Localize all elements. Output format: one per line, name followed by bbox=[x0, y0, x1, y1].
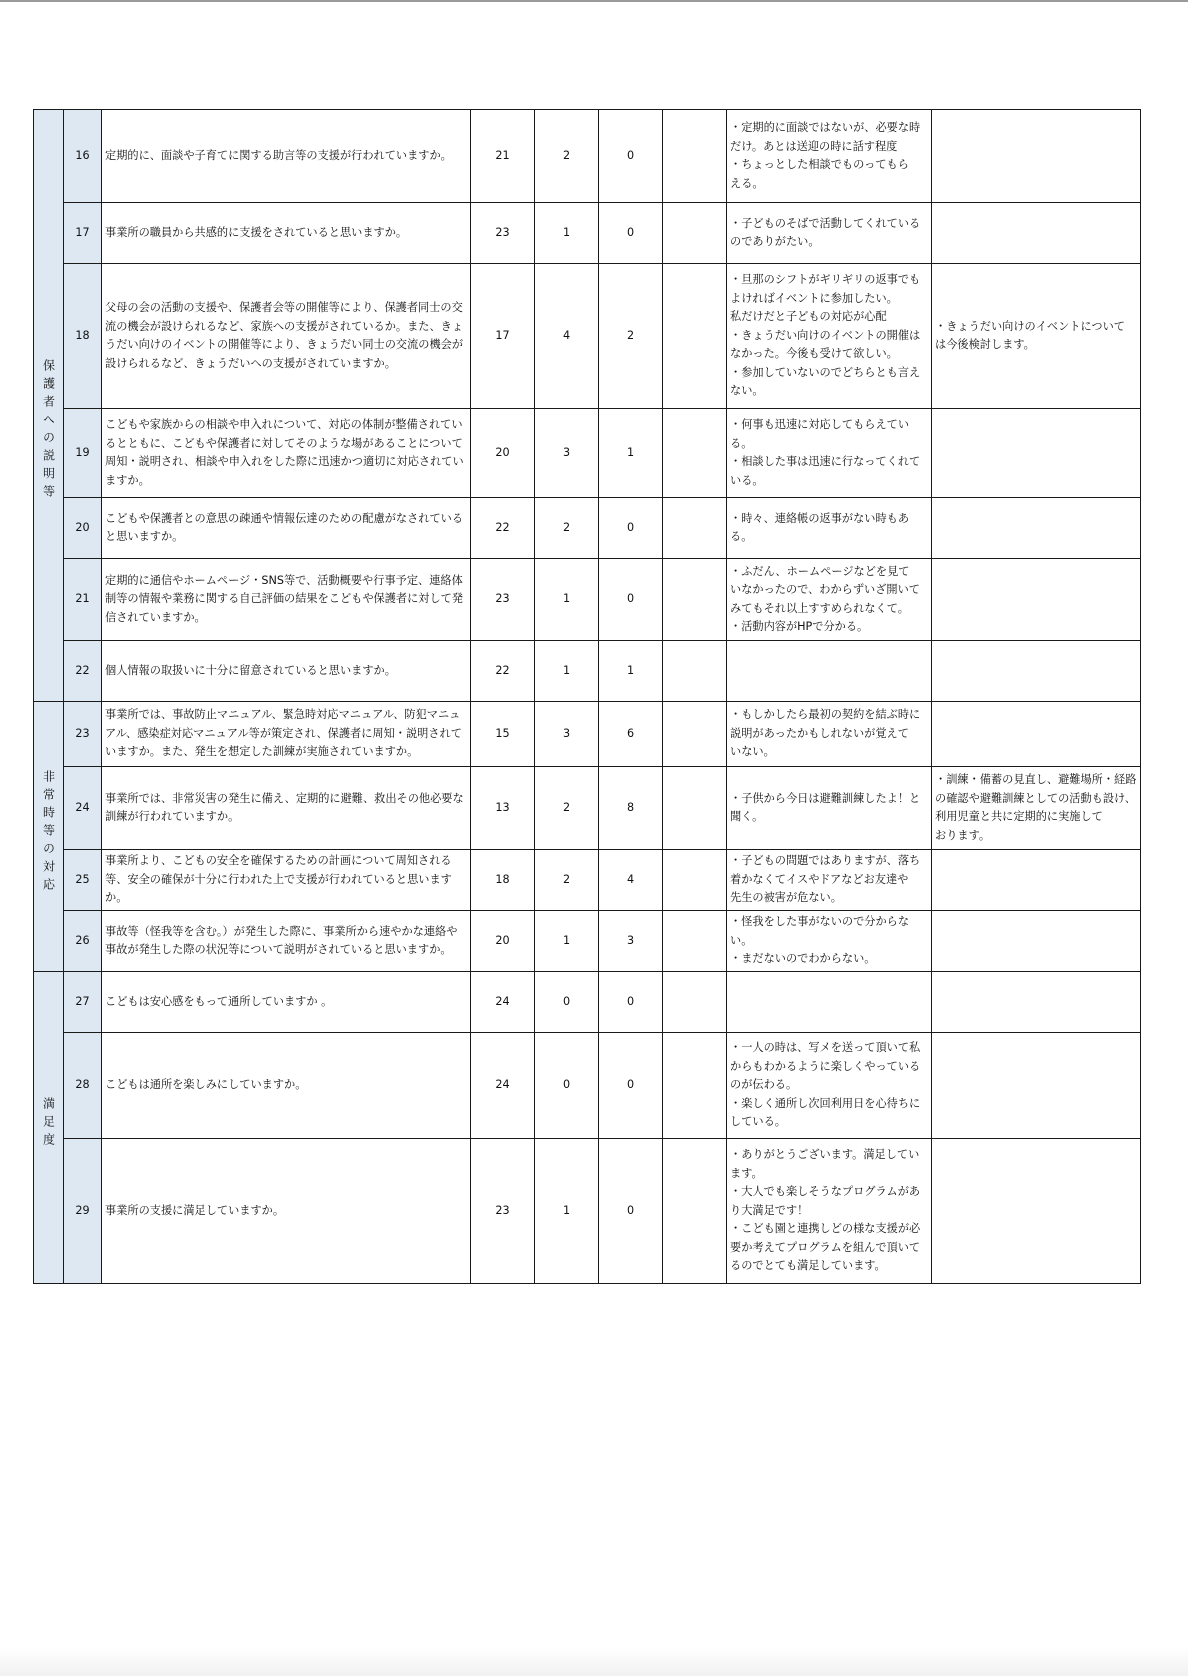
count-no: 0 bbox=[599, 559, 663, 641]
comment-line: ・旦那のシフトがギリギリの返事でも bbox=[730, 273, 921, 287]
comment-line: ない。 bbox=[730, 384, 764, 398]
comment-line: だけ。あとは送迎の時に話す程度 bbox=[730, 139, 898, 153]
count-unknown: 1 bbox=[535, 203, 599, 264]
category-satisfaction bbox=[34, 972, 64, 1284]
comment-line: ・活動内容がHPで分かる。 bbox=[730, 620, 869, 633]
comment-line: ・まだないのでわからない。 bbox=[730, 952, 876, 966]
count-no: 0 bbox=[599, 972, 663, 1033]
table-row bbox=[34, 409, 1141, 498]
comment-line: ・もしかしたら最初の契約を結ぶ時に bbox=[730, 708, 921, 722]
count-no: 3 bbox=[599, 911, 663, 972]
comment-line: える。 bbox=[730, 176, 764, 190]
facility-response bbox=[932, 850, 1141, 911]
comment-line: ・一人の時は、写メを送って頂いて私 bbox=[730, 1041, 921, 1055]
count-yes: 24 bbox=[471, 1033, 535, 1139]
response-line: 利用児童と共に定期的に実施して bbox=[935, 810, 1103, 823]
empty-cell bbox=[663, 850, 727, 911]
parent-comments bbox=[727, 1033, 932, 1139]
count-unknown: 4 bbox=[535, 264, 599, 409]
count-unknown: 3 bbox=[535, 702, 599, 767]
count-unknown: 1 bbox=[535, 641, 599, 702]
facility-response bbox=[932, 1139, 1141, 1284]
count-unknown: 0 bbox=[535, 1033, 599, 1139]
count-no: 4 bbox=[599, 850, 663, 911]
question-number: 22 bbox=[64, 641, 102, 702]
comment-line: なかった。今後も受けて欲しい。 bbox=[730, 347, 898, 361]
facility-response bbox=[932, 498, 1141, 559]
question-text: こどもは安心感をもって通所していますか 。 bbox=[102, 972, 471, 1033]
count-yes: 23 bbox=[471, 559, 535, 641]
count-yes: 22 bbox=[471, 498, 535, 559]
count-no: 8 bbox=[599, 767, 663, 850]
count-unknown: 2 bbox=[535, 110, 599, 203]
facility-response bbox=[932, 1033, 1141, 1139]
comment-line: ・定期的に面談ではないが、必要な時 bbox=[730, 121, 921, 134]
count-unknown: 1 bbox=[535, 1139, 599, 1284]
comment-line: ・子供から今日は避難訓練したよ！と bbox=[730, 791, 921, 805]
table-row bbox=[34, 203, 1141, 264]
count-no: 0 bbox=[599, 498, 663, 559]
count-no: 0 bbox=[599, 1033, 663, 1139]
response-line: の確認や避難訓練としての活動も設け、 bbox=[935, 791, 1136, 805]
question-text: 事業所の支援に満足していますか。 bbox=[102, 1139, 471, 1284]
parent-comments bbox=[727, 972, 932, 1033]
comment-line: ・時々、連絡帳の返事がない時もある。 bbox=[730, 511, 910, 543]
empty-cell bbox=[663, 203, 727, 264]
count-yes: 24 bbox=[471, 972, 535, 1033]
empty-cell bbox=[663, 641, 727, 702]
question-number: 17 bbox=[64, 203, 102, 264]
facility-response bbox=[932, 641, 1141, 702]
comment-line: 私だけだと子どもの対応が心配 bbox=[730, 310, 887, 324]
comment-line: るのでとても満足しています。 bbox=[730, 1259, 886, 1273]
empty-cell bbox=[663, 1139, 727, 1284]
comment-line: ・何事も迅速に対応してもらえてい bbox=[730, 418, 910, 431]
comment-line: い。 bbox=[730, 933, 753, 947]
comment-line: 先生の被害が危ない。 bbox=[730, 891, 842, 905]
facility-response bbox=[932, 203, 1141, 264]
count-no: 0 bbox=[599, 203, 663, 264]
question-number: 19 bbox=[64, 409, 102, 498]
parent-comments bbox=[727, 702, 932, 767]
parent-comments bbox=[727, 203, 932, 264]
comment-line: 聞く。 bbox=[730, 810, 764, 823]
comment-line: 要か考えてプログラムを組んで頂いて bbox=[730, 1240, 921, 1254]
survey-results-table bbox=[33, 109, 1141, 1284]
count-yes: 23 bbox=[471, 1139, 535, 1284]
comment-line: ・楽しく通所し次回利用日を心待ちに bbox=[730, 1096, 921, 1110]
question-text: 事業所より、こどもの安全を確保するための計画について周知される等、安全の確保が十分に行われた上で支援が行われていると思いますか。 bbox=[102, 850, 471, 911]
comment-line: のが伝わる。 bbox=[730, 1078, 798, 1092]
comment-line: ・子どものそばで活動してくれている bbox=[730, 216, 921, 230]
question-number: 29 bbox=[64, 1139, 102, 1284]
comment-line: みてもそれ以上すすめられなくて。 bbox=[730, 601, 909, 615]
empty-cell bbox=[663, 972, 727, 1033]
parent-comments bbox=[727, 559, 932, 641]
question-text: こどもや家族からの相談や申入れについて、対応の体制が整備されているとともに、こどもや保護者に対してそのような場があることについて周知・説明され、相談や申入れをした際に迅速かつ適切に対応されていますか。 bbox=[102, 409, 471, 498]
table-row bbox=[34, 559, 1141, 641]
question-number: 25 bbox=[64, 850, 102, 911]
count-no: 1 bbox=[599, 641, 663, 702]
parent-comments bbox=[727, 767, 932, 850]
comment-line: している。 bbox=[730, 1115, 786, 1129]
question-number: 23 bbox=[64, 702, 102, 767]
comment-line: よければイベントに参加したい。 bbox=[730, 291, 898, 305]
question-number: 28 bbox=[64, 1033, 102, 1139]
comment-line: 説明があったかもしれないが覚えて bbox=[730, 726, 909, 740]
facility-response bbox=[932, 911, 1141, 972]
comment-line: 着かなくてイスやドアなどお友達や bbox=[730, 872, 909, 886]
count-no: 1 bbox=[599, 409, 663, 498]
empty-cell bbox=[663, 264, 727, 409]
response-line: おります。 bbox=[935, 828, 991, 842]
parent-comments bbox=[727, 911, 932, 972]
comment-line: ます。 bbox=[730, 1166, 763, 1180]
empty-cell bbox=[663, 498, 727, 559]
empty-cell bbox=[663, 559, 727, 641]
comment-line: ・参加していないのでどちらとも言え bbox=[730, 365, 921, 379]
table-row bbox=[34, 641, 1141, 702]
response-line: ・きょうだい向けのイベントについて bbox=[935, 319, 1125, 333]
count-unknown: 2 bbox=[535, 850, 599, 911]
count-yes: 15 bbox=[471, 702, 535, 767]
count-yes: 20 bbox=[471, 911, 535, 972]
facility-response bbox=[932, 767, 1141, 850]
comment-line: からもわかるように楽しくやっている bbox=[730, 1059, 921, 1073]
question-text: 事業所の職員から共感的に支援をされていると思いますか。 bbox=[102, 203, 471, 264]
response-line: ・訓練・備蓄の見直し、避難場所・経路 bbox=[935, 773, 1137, 786]
comment-line: いない。 bbox=[730, 745, 775, 759]
count-yes: 17 bbox=[471, 264, 535, 409]
count-unknown: 0 bbox=[535, 972, 599, 1033]
question-number: 24 bbox=[64, 767, 102, 850]
table-row bbox=[34, 850, 1141, 911]
page-bottom-shade bbox=[0, 1648, 1188, 1676]
comment-line: ・こども園と連携しどの様な支援が必 bbox=[730, 1222, 921, 1236]
parent-comments bbox=[727, 110, 932, 203]
count-yes: 22 bbox=[471, 641, 535, 702]
question-number: 18 bbox=[64, 264, 102, 409]
comment-line: ・ふだん、ホームページなどを見て bbox=[730, 564, 910, 578]
count-unknown: 1 bbox=[535, 559, 599, 641]
question-number: 27 bbox=[64, 972, 102, 1033]
facility-response bbox=[932, 110, 1141, 203]
comment-line: いなかったので、わからずいざ開いて bbox=[730, 583, 920, 596]
table-row bbox=[34, 911, 1141, 972]
table-row bbox=[34, 110, 1141, 203]
empty-cell bbox=[663, 911, 727, 972]
response-line: は今後検討します。 bbox=[935, 338, 1035, 351]
facility-response bbox=[932, 972, 1141, 1033]
table-row bbox=[34, 972, 1141, 1033]
parent-comments bbox=[727, 498, 932, 559]
category-label: 保護者への説明等 bbox=[41, 359, 56, 504]
question-text: 事故等（怪我等を含む。）が発生した際に、事業所から速やかな連絡や事故が発生した際の状況等について説明がされていると思いますか。 bbox=[102, 911, 471, 972]
empty-cell bbox=[663, 767, 727, 850]
comment-line: ・ちょっとした相談でものってもら bbox=[730, 158, 909, 171]
comment-line: ・怪我をした事がないので分からな bbox=[730, 915, 910, 929]
table-row bbox=[34, 702, 1141, 767]
category-emergency bbox=[34, 702, 64, 972]
comment-line: ・きょうだい向けのイベントの開催は bbox=[730, 328, 921, 342]
parent-comments bbox=[727, 641, 932, 702]
comment-line: り大満足です！ bbox=[730, 1203, 809, 1217]
page-top-border bbox=[0, 0, 1188, 2]
question-number: 21 bbox=[64, 559, 102, 641]
count-yes: 20 bbox=[471, 409, 535, 498]
comment-line: る。 bbox=[730, 436, 753, 450]
question-text: 個人情報の取扱いに十分に留意されていると思いますか。 bbox=[102, 641, 471, 702]
comment-line: のでありがたい。 bbox=[730, 235, 820, 248]
question-number: 16 bbox=[64, 110, 102, 203]
facility-response bbox=[932, 702, 1141, 767]
table-row bbox=[34, 1033, 1141, 1139]
comment-line: ・ありがとうございます。満足してい bbox=[730, 1148, 920, 1162]
table-row bbox=[34, 264, 1141, 409]
facility-response bbox=[932, 264, 1141, 409]
count-unknown: 3 bbox=[535, 409, 599, 498]
parent-comments bbox=[727, 850, 932, 911]
category-explanation bbox=[34, 110, 64, 702]
question-number: 20 bbox=[64, 498, 102, 559]
question-text: 事業所では、事故防止マニュアル、緊急時対応マニュアル、防犯マニュアル、感染症対応マニュアル等が策定され、保護者に周知・説明されていますか。また、発生を想定した訓練が実施されていますか。 bbox=[102, 702, 471, 767]
empty-cell bbox=[663, 1033, 727, 1139]
count-yes: 21 bbox=[471, 110, 535, 203]
facility-response bbox=[932, 409, 1141, 498]
empty-cell bbox=[663, 110, 727, 203]
empty-cell bbox=[663, 702, 727, 767]
question-text: こどもは通所を楽しみにしていますか。 bbox=[102, 1033, 471, 1139]
comment-line: ・大人でも楽しそうなプログラムがあ bbox=[730, 1185, 921, 1199]
table-row bbox=[34, 1139, 1141, 1284]
count-yes: 18 bbox=[471, 850, 535, 911]
question-text: 父母の会の活動の支援や、保護者会等の開催等により、保護者同士の交流の機会が設けられるなど、家族への支援がされているか。また、きょうだい向けのイベントの開催等により、きょうだい同士の交流の機会が設けられるなど、きょうだいへの支援がされていますか。 bbox=[102, 264, 471, 409]
comment-line: ・相談した事は迅速に行なってくれて bbox=[730, 455, 921, 468]
comment-line: ・子どもの問題ではありますが、落ち bbox=[730, 854, 921, 868]
count-no: 6 bbox=[599, 702, 663, 767]
question-text: 定期的に通信やホームページ・SNS等で、活動概要や行事予定、連絡体制等の情報や業務に関する自己評価の結果をこどもや保護者に対して発信されていますか。 bbox=[102, 559, 471, 641]
parent-comments bbox=[727, 264, 932, 409]
question-number: 26 bbox=[64, 911, 102, 972]
parent-comments bbox=[727, 409, 932, 498]
category-label: 満足度 bbox=[41, 1097, 56, 1152]
comment-line: いる。 bbox=[730, 473, 764, 487]
count-unknown: 2 bbox=[535, 767, 599, 850]
parent-comments bbox=[727, 1139, 932, 1284]
count-yes: 23 bbox=[471, 203, 535, 264]
count-no: 2 bbox=[599, 264, 663, 409]
empty-cell bbox=[663, 409, 727, 498]
category-label: 非常時等の対応 bbox=[41, 770, 56, 897]
table-row bbox=[34, 498, 1141, 559]
count-no: 0 bbox=[599, 110, 663, 203]
question-text: こどもや保護者との意思の疎通や情報伝達のための配慮がなされていると思いますか。 bbox=[102, 498, 471, 559]
question-text: 事業所では、非常災害の発生に備え、定期的に避難、救出その他必要な訓練が行われていますか。 bbox=[102, 767, 471, 850]
question-text: 定期的に、面談や子育てに関する助言等の支援が行われていますか。 bbox=[102, 110, 471, 203]
facility-response bbox=[932, 559, 1141, 641]
table-row bbox=[34, 767, 1141, 850]
count-no: 0 bbox=[599, 1139, 663, 1284]
count-yes: 13 bbox=[471, 767, 535, 850]
count-unknown: 2 bbox=[535, 498, 599, 559]
count-unknown: 1 bbox=[535, 911, 599, 972]
